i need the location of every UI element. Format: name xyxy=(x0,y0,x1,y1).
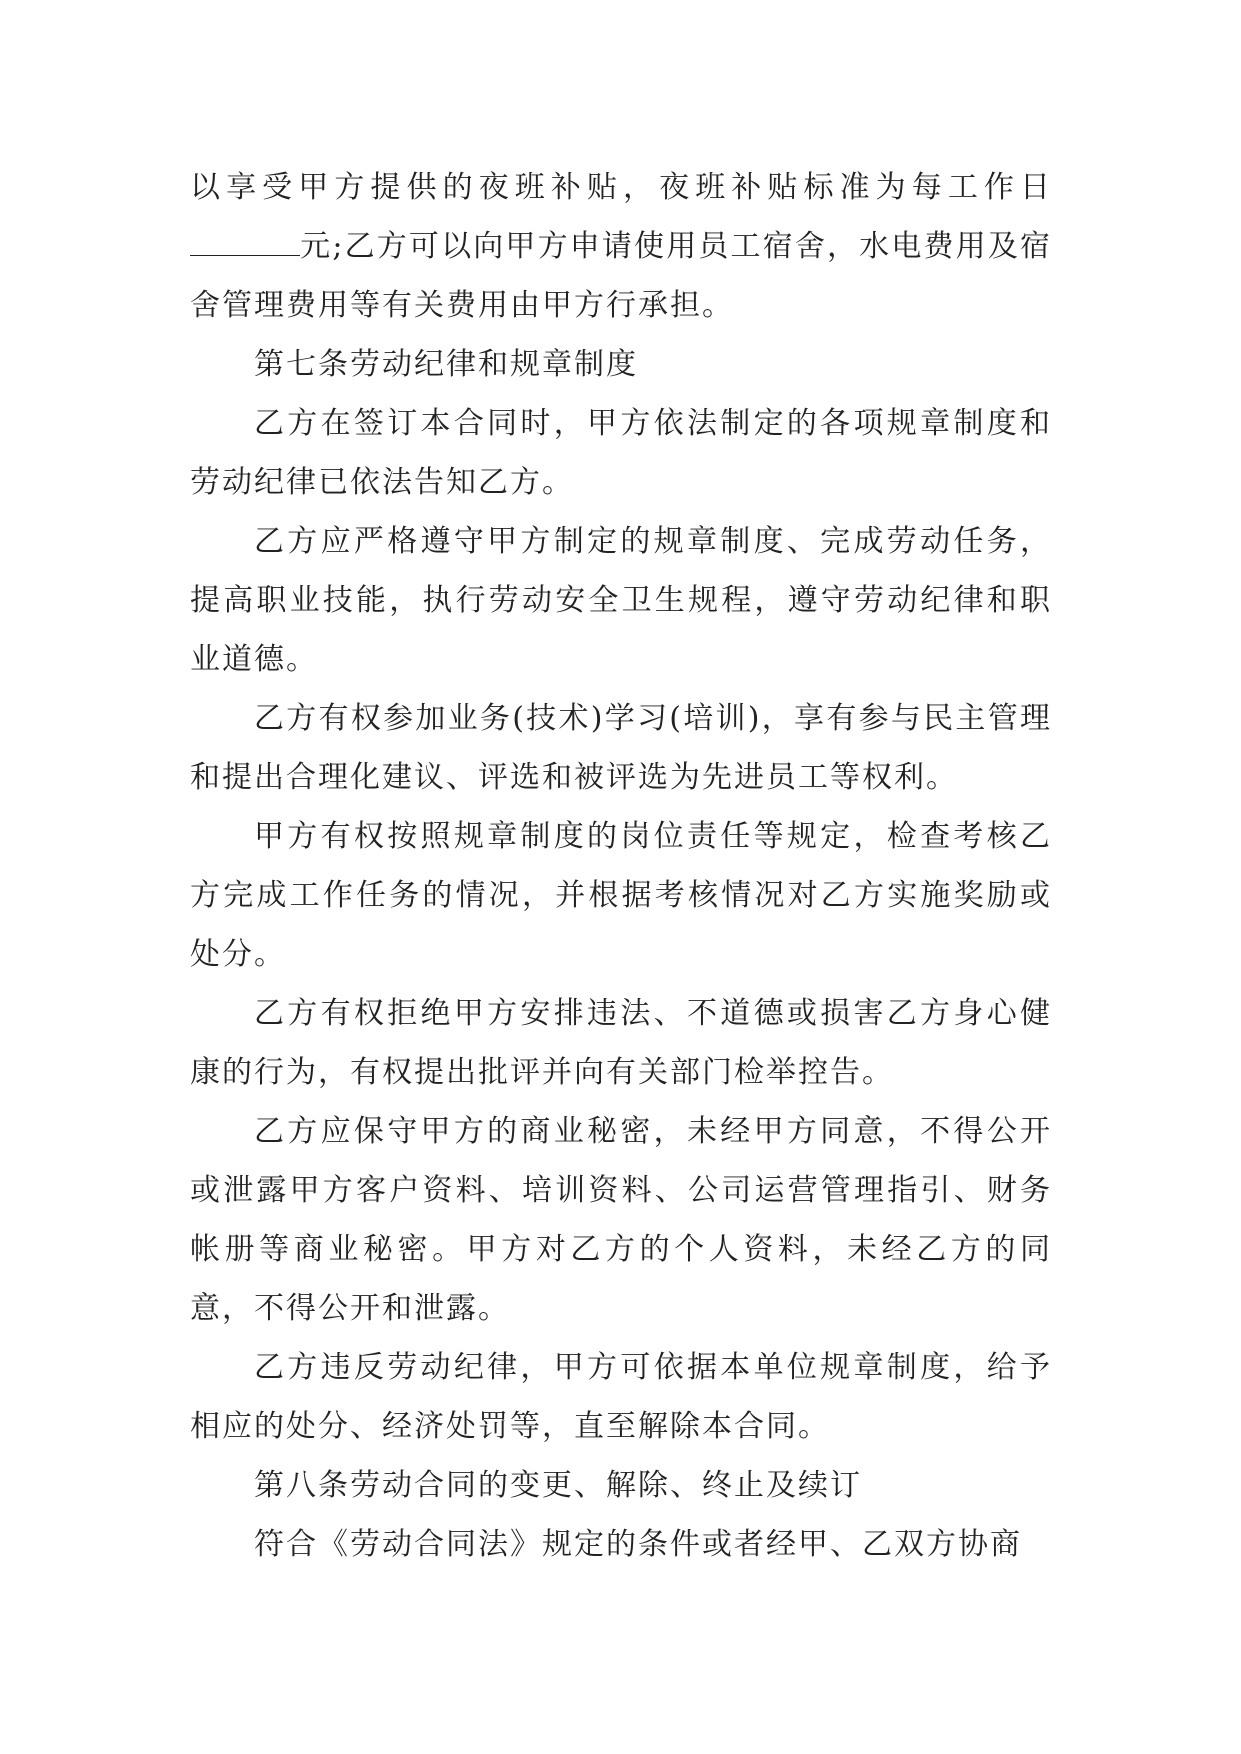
paragraph-night-shift-subsidy xyxy=(190,158,1052,335)
paragraph: 乙方应严格遵守甲方制定的规章制度、完成劳动任务，提高职业技能，执行劳动安全卫生规程，遵守劳动纪律和职业道德。 xyxy=(190,524,1052,677)
paragraph-text: 元;乙方可以向甲方申请使用员工宿舍，水电费用及宿舍管理费用等有关费用由甲方行承担。 xyxy=(190,229,1052,323)
paragraph: 甲方有权按照规章制度的岗位责任等规定，检查考核乙方完成工作任务的情况，并根据考核情况对乙方实施奖励或处分。 xyxy=(190,819,1052,972)
paragraph: 乙方有权拒绝甲方安排违法、不道德或损害乙方身心健康的行为，有权提出批评并向有关部门检举控告。 xyxy=(190,996,1052,1090)
article-7-heading: 第七条劳动纪律和规章制度 xyxy=(254,347,638,382)
article-8-heading: 第八条劳动合同的变更、解除、终止及续订 xyxy=(254,1468,862,1503)
fill-in-blank xyxy=(190,231,300,256)
paragraph: 乙方有权参加业务(技术)学习(培训)，享有参与民主管理和提出合理化建议、评选和被评选为先进员工等权利。 xyxy=(190,701,1052,795)
document-body xyxy=(190,158,1052,1574)
paragraph: 乙方在签订本合同时，甲方依法制定的各项规章制度和劳动纪律已依法告知乙方。 xyxy=(190,406,1052,500)
paragraph-text: 以享受甲方提供的夜班补贴，夜班补贴标准为每工作日 xyxy=(190,170,1052,205)
paragraph: 乙方应保守甲方的商业秘密，未经甲方同意，不得公开或泄露甲方客户资料、培训资料、公司运营管理指引、财务帐册等商业秘密。甲方对乙方的个人资料，未经乙方的同意，不得公开和泄露。 xyxy=(190,1114,1052,1326)
paragraph: 符合《劳动合同法》规定的条件或者经甲、乙双方协商 xyxy=(254,1527,1022,1562)
paragraph: 乙方违反劳动纪律，甲方可依据本单位规章制度，给予相应的处分、经济处罚等，直至解除本合同。 xyxy=(190,1350,1052,1444)
